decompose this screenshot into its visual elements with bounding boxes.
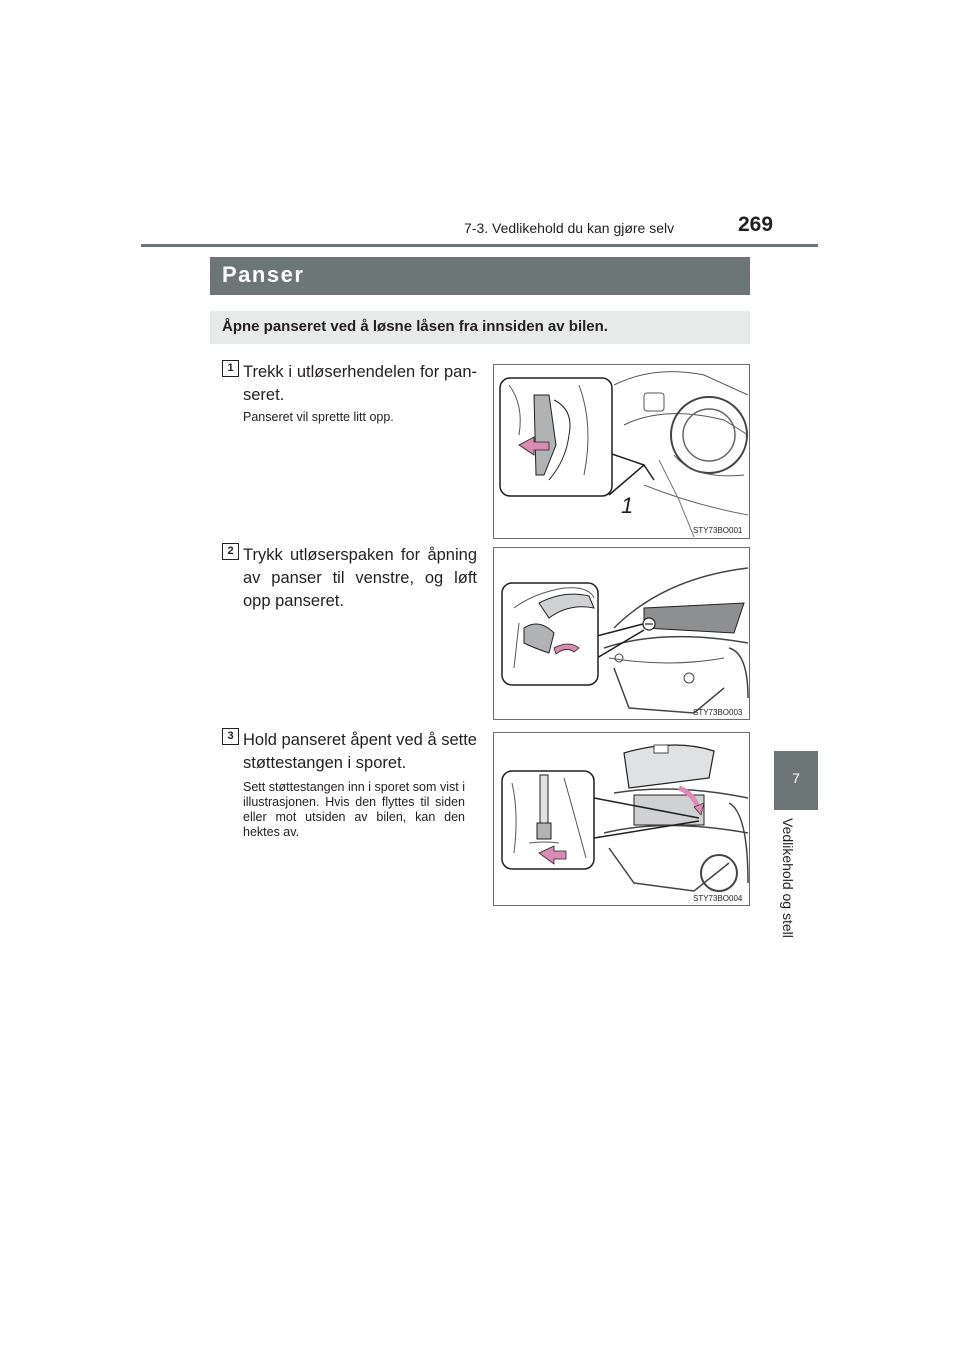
figure-hood-release-latch — [493, 547, 750, 720]
figure-code: STY73BO003 — [693, 708, 743, 717]
figure-callout-number: 1 — [621, 493, 634, 518]
intro-text: Åpne panseret ved å løsne låsen fra innsiden av bilen. — [222, 318, 608, 335]
step-number-3: 3 — [222, 728, 239, 745]
step-3-note: Sett støttestangen inn i sporet som vist i illustrasjonen. Hvis den flyttes til siden eller mot utsiden av bilen, kan den hektes av. — [243, 780, 465, 839]
header-divider — [141, 244, 818, 247]
step-number-2: 2 — [222, 543, 239, 560]
step-1-text: Trekk i utløserhendelen for pan-seret. — [243, 363, 477, 404]
step-number-1: 1 — [222, 360, 239, 377]
page-number: 269 — [738, 213, 774, 236]
step-2-text: Trykk utløserspaken for åpning av panser til venstre, og løft opp panseret. — [243, 546, 477, 610]
page-title: Panser — [222, 262, 305, 287]
figure-code: STY73BO004 — [693, 894, 743, 903]
section-title: 7-3. Vedlikehold du kan gjøre selv — [464, 220, 675, 236]
figure-hood-release-lever — [493, 364, 750, 539]
figure-hood-support-rod — [493, 732, 750, 906]
chapter-number: 7 — [792, 770, 800, 786]
step-3-text: Hold panseret åpent ved å sette støttestangen i sporet. — [243, 731, 477, 772]
figure-code: STY73BO001 — [693, 526, 743, 535]
chapter-label: Vedlikehold og stell — [780, 818, 796, 938]
step-1-note: Panseret vil sprette litt opp. — [243, 410, 394, 424]
